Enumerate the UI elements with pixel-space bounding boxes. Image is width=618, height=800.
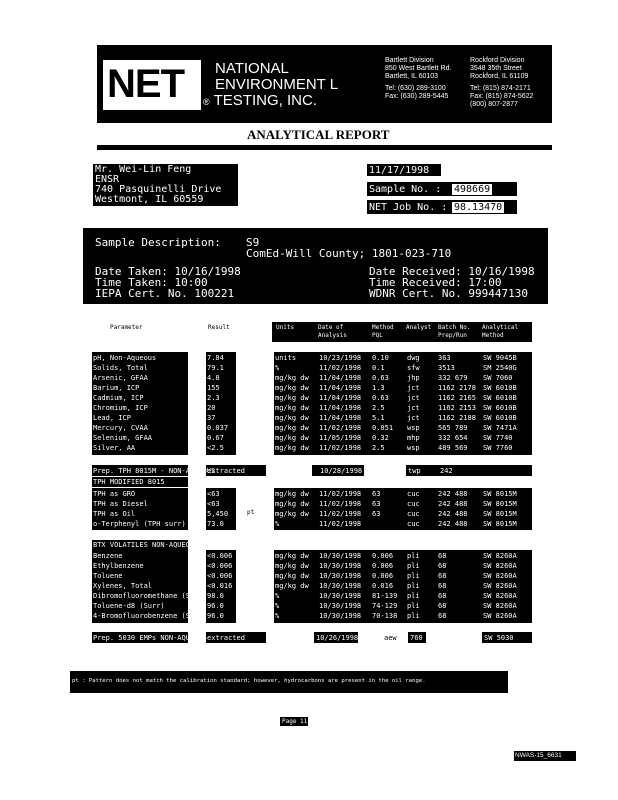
table-cell: 10/30/1998 [319,602,362,610]
table-cell: pli [407,572,420,580]
job-no-label: NET Job No. : [369,202,448,213]
table-cell: SW 6010B [483,394,517,402]
table-cell: sfw [407,364,420,372]
table-cell: units [275,354,297,362]
table-cell: mg/kg dw [275,500,309,508]
table-row [0,363,618,373]
table-cell: 10/28/1998 [320,467,363,475]
table-cell: 68 [438,612,447,620]
table-cell: SW 7471A [483,424,517,432]
table-cell: 0.051 [372,424,394,432]
table-cell: 332 679 [438,374,468,382]
table-cell: SW 6010B [483,404,517,412]
table-row [0,373,618,383]
table-cell: 11/05/1998 [319,434,362,442]
table-cell: SW 7060 [483,374,513,382]
table-cell: Xylenes, Total [93,582,153,590]
table-cell: 37 [207,414,216,422]
table-cell: mg/kg dw [275,562,309,570]
table-cell: TPH as GRO [93,490,136,498]
table-cell: 10/23/1998 [319,354,362,362]
table-cell: % [275,612,280,620]
table-cell: mg/kg dw [275,414,309,422]
table-cell: Barium, ICP [93,384,140,392]
table-cell: % [275,592,280,600]
table-row [0,353,618,363]
report-title-bar [97,123,552,150]
table-cell: pli [407,582,420,590]
table-cell: Solids, Total [93,364,148,372]
table-row [0,519,618,529]
table-cell: pli [407,552,420,560]
table-cell: TPH as Oil [93,510,136,518]
table-cell: mg/kg dw [275,434,309,442]
table-row [0,499,618,509]
table-cell: mg/kg dw [275,572,309,580]
table-cell: 10/26/1998 [316,634,359,642]
table-cell: <63 [207,490,220,498]
table-cell: SW 6010B [483,414,517,422]
table-cell: pli [407,602,420,610]
table-cell: SW 8015M [483,520,517,528]
net-logo: NET [103,60,201,110]
table-cell: Toluene-d8 (Surr) [93,602,165,610]
table-cell: 79.1 [207,364,224,372]
table-cell: 70-138 [372,612,398,620]
table-cell: 2.5 [372,404,385,412]
table-cell: Benzene [93,552,123,560]
table-cell: pli [407,592,420,600]
table-cell: 11/04/1998 [319,384,362,392]
client-address: Mr. Wei-Lin Feng ENSR 740 Pasquinelli Drive Westmont, IL 60559 [95,164,222,205]
table-cell: Cadmium, ICP [93,394,144,402]
table-cell: % [275,364,280,372]
table-cell: pH, Non-Aqueous [93,354,157,362]
table-cell: mg/kg dw [275,424,309,432]
table-cell: % [275,602,280,610]
table-cell: 5.1 [372,414,385,422]
table-cell: % [275,520,280,528]
table-cell: extracted [207,634,245,642]
table-cell: <0.006 [207,562,233,570]
table-cell: SW 8260A [483,592,517,600]
table-cell: 68 [438,602,447,610]
table-row [0,423,618,433]
table-cell: 74-129 [372,602,398,610]
table-cell: 1162 2153 [438,404,476,412]
table-cell: 7.84 [207,354,224,362]
page-number: Page 11 [282,718,308,725]
table-row [0,509,618,519]
document-id: NWAS-15_6631 [515,752,562,759]
table-cell: 2.5 [372,444,385,452]
table-cell: Dibromofluoromethane (Surr) [93,592,207,600]
table-cell: SM 2540G [483,364,517,372]
table-cell: 1162 2178 [438,384,476,392]
table-cell: 565 789 [438,424,468,432]
table-cell: cuc [407,500,420,508]
bartlett-division: Bartlett Division 850 West Bartlett Rd. Bartlett, IL 60103 Tel: (630) 289-3100 Fax: (630) 289-5445 [385,57,452,100]
table-cell: 10/30/1998 [319,562,362,570]
table-row [0,413,618,423]
footnote: pt : Pattern does not match the calibration standard; however, hydrocarbons are present in the oil range. [72,678,426,684]
table-cell: 10/30/1998 [319,592,362,600]
table-cell: wsp [407,424,420,432]
table-cell: 0.63 [372,394,389,402]
registered-mark: ® [203,97,210,107]
table-cell: 20 [207,404,216,412]
table-cell: 11/04/1998 [319,414,362,422]
table-cell: 11/02/1998 [319,510,362,518]
table-cell: 2.3 [207,394,220,402]
table-cell: 760 [410,634,423,642]
table-cell: 96.0 [207,602,224,610]
table-cell: SW 8260A [483,582,517,590]
table-cell: mg/kg dw [275,510,309,518]
table-cell: jct [407,394,420,402]
table-cell: 63 [372,500,381,508]
table-row [0,581,618,591]
table-cell: jct [407,414,420,422]
received-info: Date Received: 10/16/1998 Time Received: 17:00 WDNR Cert. No. 999447130 [369,265,535,300]
table-cell: 10/30/1998 [319,612,362,620]
table-cell: 68 [438,582,447,590]
table-cell: 242 488 [438,510,468,518]
report-date: 11/17/1998 [369,165,430,176]
table-cell: mg/kg dw [275,490,309,498]
sample-desc-code: S9 [246,236,260,249]
table-cell: 81-139 [372,592,398,600]
table-cell: Mercury, CVAA [93,424,148,432]
group-title: TPH MODIFIED 8015 [93,478,165,486]
table-cell: SW 8015M [483,500,517,508]
table-cell: 11/02/1998 [319,364,362,372]
table-cell: 0.10 [372,354,389,362]
table-cell: SW 9045B [483,354,517,362]
table-cell: SW 8260A [483,612,517,620]
table-cell: SW 7740 [483,434,513,442]
table-cell: 4.8 [207,374,220,382]
table-cell: Prep. TPH 8015M - NON-AQUEOUS [93,467,216,475]
table-row [0,443,618,453]
table-cell: mg/kg dw [275,394,309,402]
table-cell: 3513 [438,364,455,372]
table-cell: 11/02/1998 [319,520,362,528]
table-cell: 11/02/1998 [319,424,362,432]
table-cell: 10/30/1998 [319,552,362,560]
table-cell: 11/02/1998 [319,500,362,508]
table-cell: Lead, ICP [93,414,131,422]
table-cell: 68 [438,562,447,570]
table-cell: 5,450 [207,510,229,518]
table-cell: 98.0 [207,592,224,600]
table-header: Parameter Result Units Date of Analysis Method PQL Analyst Batch No. Prep/Run Analytical Method [0,322,618,344]
table-cell: Chromium, ICP [93,404,148,412]
table-row [0,571,618,581]
table-cell: SW 5030 [484,634,514,642]
table-cell: jhp [407,374,420,382]
table-cell: extracted [207,467,245,475]
table-cell: jct [407,384,420,392]
job-no: 98.13470 [454,202,503,213]
table-cell: 363 [438,354,451,362]
table-cell: cuc [407,520,420,528]
table-cell: Prep. 5030 EMPs NON-AQUEOUS [93,634,207,642]
table-cell: Selenium, GFAA [93,434,153,442]
pt-footnote-marker: pt [247,509,255,516]
table-cell: 242 488 [438,520,468,528]
table-cell: 10/30/1998 [319,572,362,580]
table-cell: Arsenic, GFAA [93,374,148,382]
table-cell: 68 [438,572,447,580]
table-cell: 242 [440,467,453,475]
table-cell: 68 [438,552,447,560]
table-cell: cuc [407,510,420,518]
table-cell: cuc [407,490,420,498]
table-cell: mg/kg dw [275,384,309,392]
table-cell: 0.037 [207,424,229,432]
table-cell: twp [408,467,421,475]
table-cell: 0.006 [372,572,394,580]
table-cell: SW 8260A [483,602,517,610]
table-cell: SW 8260A [483,572,517,580]
table-cell: 96.0 [207,612,224,620]
table-cell: 11/04/1998 [319,404,362,412]
table-cell: <0.016 [207,582,233,590]
table-cell: 0.006 [372,562,394,570]
table-cell: mg/kg dw [275,374,309,382]
table-cell: <0.006 [207,572,233,580]
table-row [0,383,618,393]
table-cell: SW 8015M [483,510,517,518]
table-cell: SW 7760 [483,444,513,452]
table-cell: 68 [438,592,447,600]
table-cell: TPH as Diesel [93,500,148,508]
table-cell: 1162 2165 [438,394,476,402]
table-row [0,393,618,403]
rockford-division: Rockford Division 3548 35th Street Rockford, IL 61109 Tel: (815) 874-2171 Fax: (815) 874-5622 (800) 807-2877 [470,57,534,108]
table-cell: 489 569 [438,444,468,452]
table-cell: 11/04/1998 [319,374,362,382]
table-cell: aew [384,634,397,642]
table-cell: 11/04/1998 [319,394,362,402]
table-cell: o-Terphenyl (TPH surr) [93,520,186,528]
table-cell: 332 654 [438,434,468,442]
table-row [0,561,618,571]
table-cell: mg/kg dw [275,404,309,412]
table-cell: pli [407,612,420,620]
table-cell: 63 [372,490,381,498]
company-name: NATIONAL ENVIRONMENT L ® TESTING, INC. [203,60,339,109]
table-row [0,403,618,413]
table-cell: <0.006 [207,552,233,560]
table-cell: mg/kg dw [275,444,309,452]
table-row [0,433,618,443]
table-cell: 1162 2188 [438,414,476,422]
table-cell: pli [407,562,420,570]
table-cell: mg/kg dw [275,582,309,590]
group-title: BTX VOLATILES NON-AQUEOUS [93,541,199,549]
table-row [0,551,618,561]
table-cell: Ethylbenzene [93,562,144,570]
table-cell: 1.3 [372,384,385,392]
table-cell: jct [407,404,420,412]
table-cell: SW 6010B [483,384,517,392]
report-title: ANALYTICAL REPORT [247,127,390,142]
table-cell: mhp [407,434,420,442]
table-row [0,591,618,601]
sample-desc-label: Sample Description: [95,236,221,249]
table-cell: dwg [407,354,420,362]
table-cell: 0.32 [372,434,389,442]
table-cell: 0.016 [372,582,394,590]
table-cell: 10/30/1998 [319,582,362,590]
table-cell: 0.67 [207,434,224,442]
table-cell: 242 488 [438,490,468,498]
table-cell: SW 8260A [483,552,517,560]
table-row [0,601,618,611]
table-cell: <63 [207,500,220,508]
sample-no: 498669 [454,184,491,195]
table-cell: SW 8015M [483,490,517,498]
table-cell: <2.5 [207,444,224,452]
table-cell: 4-Bromofluorobenzene (Surr) [93,612,207,620]
table-cell: 63 [372,510,381,518]
sample-no-label: Sample No. : [369,184,442,195]
taken-info: Date Taken: 10/16/1998 Time Taken: 10:00 IEPA Cert. No. 100221 [95,265,241,300]
table-row [0,489,618,499]
table-cell: Silver, AA [93,444,136,452]
table-cell: 0.63 [372,374,389,382]
table-cell: 242 488 [438,500,468,508]
table-cell: 155 [207,384,220,392]
sample-desc-text: ComEd-Will County; 1801-023-710 [246,247,452,260]
table-cell: SW 8260A [483,562,517,570]
table-cell: 11/02/1998 [319,490,362,498]
table-cell: 0.1 [372,364,385,372]
table-cell: 73.0 [207,520,224,528]
table-cell: wsp [407,444,420,452]
table-cell: 0.006 [372,552,394,560]
table-cell: 11/02/1998 [319,444,362,452]
table-cell: Toluene [93,572,123,580]
table-cell: mg/kg dw [275,552,309,560]
table-row [0,611,618,621]
